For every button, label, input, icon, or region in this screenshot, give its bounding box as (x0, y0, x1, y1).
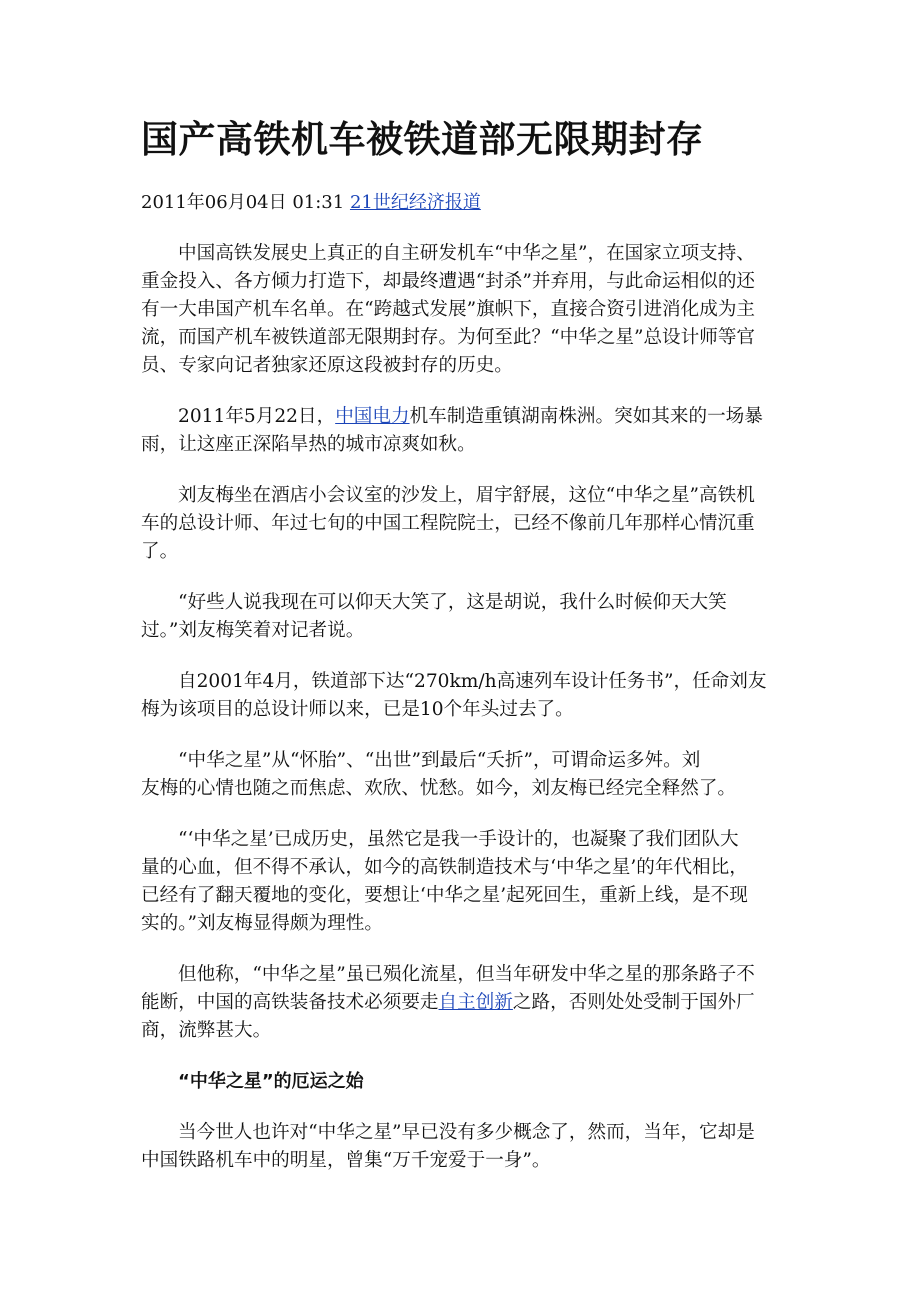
text-line: 已经有了翻天覆地的变化，要想让‘中华之星’起死回生，重新上线，是不现 (141, 885, 748, 906)
paragraph (141, 482, 791, 566)
text-line: 流，而国产机车被铁道部无限期封存。为何至此？“中华之星”总设计师等官 (141, 327, 756, 348)
text-line: 过。”刘友梅笑着对记者说。 (141, 620, 365, 641)
text-line: 了。 (141, 541, 179, 562)
text-line: 重金投入、各方倾力打造下，却最终遭遇“封杀”并弃用，与此命运相似的还 (141, 271, 756, 292)
article-title: 国产高铁机车被铁道部无限期封存 (141, 118, 704, 161)
paragraph (141, 240, 791, 380)
text-line: 友梅的心情也随之而焦虑、欢欣、忧愁。如今，刘友梅已经完全释然了。 (141, 778, 737, 799)
text-line: 员、专家向记者独家还原这段被封存的历史。 (141, 355, 513, 376)
text-line: 梅为该项目的总设计师以来，已是10个年头过去了。 (141, 699, 574, 720)
text-line: 当今世人也许对“中华之星”早已没有多少概念了，然而，当年，它却是 (178, 1122, 755, 1143)
china-power-link[interactable]: 中国电力 (335, 406, 410, 427)
source-link[interactable]: 21世纪经济报道 (349, 192, 481, 213)
text-line: 中国高铁发展史上真正的自主研发机车“中华之星”，在国家立项支持、 (178, 243, 755, 264)
text-line: 自2001年4月，铁道部下达“270km/h高速列车设计任务书”，任命刘友 (178, 671, 767, 692)
independent-innovation-link[interactable]: 自主创新 (438, 992, 513, 1013)
paragraph (141, 961, 791, 1045)
text: 机车制造重镇湖南株洲。突如其来的一场暴 (409, 406, 763, 427)
text: 之路，否则处处受制于国外厂 (512, 992, 755, 1013)
article-meta (141, 189, 791, 217)
text-line: 有一大串国产机车名单。在“跨越式发展”旗帜下，直接合资引进消化成为主 (141, 299, 756, 320)
text-line (141, 989, 791, 1017)
text-line: 车的总设计师、年过七旬的中国工程院院士，已经不像前几年那样心情沉重 (141, 513, 755, 534)
text-line: 量的心血，但不得不承认，如今的高铁制造技术与‘中华之星’的年代相比， (141, 857, 748, 878)
text: 2011年5月22日， (178, 406, 336, 427)
text-line: “好些人说我现在可以仰天大笑了，这是胡说，我什么时候仰天大笑 (178, 592, 727, 613)
text-line: 实的。”刘友梅显得颇为理性。 (141, 913, 383, 934)
paragraph (141, 403, 791, 459)
text-line: 但他称，“中华之星”虽已殒化流星，但当年研发中华之星的那条路子不 (178, 964, 755, 985)
text-line (141, 403, 791, 431)
paragraph (141, 747, 791, 803)
paragraph (141, 589, 791, 645)
paragraph (141, 826, 791, 938)
text-line: “‘中华之星’已成历史，虽然它是我一手设计的，也凝聚了我们团队大 (178, 829, 739, 850)
text-line: 雨，让这座正深陷旱热的城市凉爽如秋。 (141, 434, 476, 455)
publish-date: 2011年06月04日 01:31 (141, 192, 345, 213)
text-line: “中华之星”从“怀胎”、“出世”到最后“夭折”，可谓命运多舛。刘 (178, 750, 701, 771)
article (141, 118, 791, 1175)
text-line: 刘友梅坐在酒店小会议室的沙发上，眉宇舒展，这位“中华之星”高铁机 (178, 485, 755, 506)
paragraph (141, 1119, 791, 1175)
text-line: 商，流弊甚大。 (141, 1020, 272, 1041)
text: 能断，中国的高铁装备技术必须要走 (141, 992, 439, 1013)
section-heading-block (141, 1068, 791, 1096)
text-line: 中国铁路机车中的明星，曾集“万千宠爱于一身”。 (141, 1150, 551, 1171)
paragraph (141, 668, 791, 724)
section-heading: “中华之星”的厄运之始 (178, 1071, 364, 1092)
